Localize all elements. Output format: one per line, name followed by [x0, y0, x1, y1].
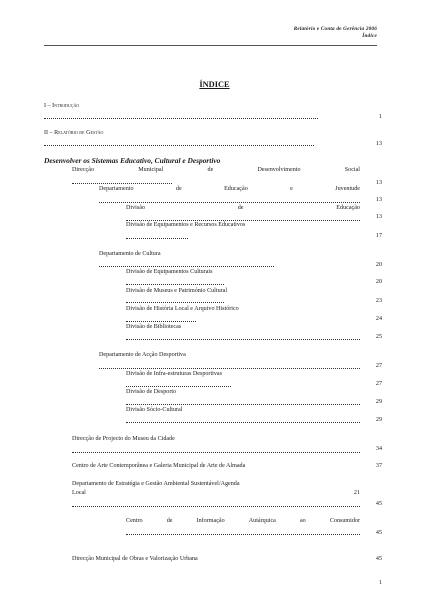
- toc-leader: [44, 118, 318, 119]
- toc-page-relatorio-gestao: 13: [375, 141, 382, 147]
- toc-leader: [126, 321, 196, 322]
- toc-entry-word: ao: [299, 518, 306, 524]
- toc-entry-dep-accao-desportiva[interactable]: Departamento de Acção Desportiva: [99, 352, 186, 358]
- toc-leader: [72, 183, 172, 184]
- toc-page-dep-accao-desportiva: 27: [375, 363, 382, 369]
- toc-page-dmds: 13: [375, 180, 382, 186]
- toc-page-cia: 45: [375, 530, 382, 536]
- toc-entry-word: Direcção: [72, 167, 94, 173]
- header-divider: [44, 45, 377, 46]
- toc-leader: [99, 266, 274, 267]
- toc-page-div-equip-culturais: 20: [375, 279, 382, 285]
- toc-entry-div-bibliotecas[interactable]: Divisão de Bibliotecas: [126, 324, 182, 330]
- toc-leader: [126, 238, 188, 239]
- toc-entry-div-socio-cultural[interactable]: Divisão Sócio-Cultural: [126, 407, 183, 413]
- toc-leader: [99, 202, 360, 203]
- toc-page-centro-arte: 37: [375, 463, 382, 469]
- toc-entry-museu-cidade[interactable]: Direcção de Projecto do Museu da Cidade: [72, 436, 175, 442]
- toc-entry-word: Educação: [224, 186, 248, 192]
- toc-leader: [126, 386, 231, 387]
- toc-page-dep-educacao: 13: [375, 197, 382, 203]
- toc-entry-word: de: [237, 205, 244, 211]
- toc-entry-word: Desenvolvimento: [257, 167, 301, 173]
- toc-entry-introducao[interactable]: I – Introdução: [44, 103, 80, 109]
- toc-entry-div-equip-educativos[interactable]: Divisão de Equipamentos e Recursos Educativos: [126, 222, 246, 228]
- toc-entry-dep-estrategia-cont: Local: [72, 490, 86, 496]
- toc-entry-dep-educacao[interactable]: [99, 186, 360, 192]
- toc-page-div-educacao: 13: [375, 214, 382, 220]
- toc-entry-word: Educação: [336, 205, 360, 211]
- toc-leader: [126, 422, 360, 423]
- toc-leader: [126, 284, 224, 285]
- toc-leader: [126, 339, 360, 340]
- toc-leader: [126, 220, 360, 221]
- toc-entry-div-equip-culturais[interactable]: Divisão de Equipamentos Culturais: [126, 269, 213, 275]
- toc-page-introducao: 1: [378, 114, 382, 120]
- toc-page-museu-cidade: 34: [375, 446, 382, 452]
- toc-page-div-socio-cultural: 29: [375, 417, 382, 423]
- toc-page-div-equip-educativos: 17: [375, 233, 382, 239]
- toc-entry-div-educacao[interactable]: [126, 205, 360, 211]
- toc-leader: [99, 368, 360, 369]
- toc-entry-word: de: [175, 186, 182, 192]
- toc-entry-word: Departamento: [99, 186, 134, 192]
- toc-entry-word: Consumidor: [329, 518, 360, 524]
- toc-entry-word: Juventude: [335, 186, 360, 192]
- toc-entry-dep-cultura[interactable]: Departamento de Cultura: [99, 251, 161, 257]
- toc-entry-div-historia-local[interactable]: Divisão de História Local e Arquivo Histórico: [126, 306, 239, 312]
- toc-page-div-historia-local: 24: [375, 316, 382, 322]
- toc-page-div-museus: 23: [375, 298, 382, 304]
- toc-entry-div-desporto[interactable]: Divisão de Desporto: [126, 389, 177, 395]
- toc-page-dmovu: 45: [375, 556, 382, 562]
- toc-entry-centro-arte[interactable]: Centro de Arte Contemporânea e Galeria Municipal de Arte de Almada: [72, 463, 246, 469]
- toc-leader: [72, 452, 360, 453]
- toc-entry-word: Centro: [126, 518, 143, 524]
- toc-leader: [126, 534, 360, 535]
- footer-page-number: 1: [378, 580, 382, 586]
- toc-entry-cia[interactable]: [126, 518, 360, 524]
- toc-entry-word: de: [166, 518, 173, 524]
- toc-leader: [126, 404, 360, 405]
- toc-entry-div-museus[interactable]: Divisão de Museus e Património Cultural: [126, 288, 228, 294]
- toc-leader: [126, 302, 224, 303]
- toc-entry-relatorio-gestao[interactable]: II – Relatório de Gestão: [44, 130, 104, 136]
- report-header-title: Relatório e Conta de Gerência 2006: [293, 26, 377, 32]
- toc-entry-dmds[interactable]: [72, 167, 360, 173]
- toc-page-div-infraestruturas: 27: [375, 381, 382, 387]
- toc-entry-dep-estrategia[interactable]: Departamento de Estratégia e Gestão Ambiental Sustentável/Agenda: [72, 481, 240, 487]
- toc-entry-word: e: [290, 186, 293, 192]
- toc-entry-word: Autárquica: [248, 518, 276, 524]
- toc-entry-word: Divisão: [126, 205, 145, 211]
- toc-leader: [44, 145, 314, 146]
- toc-page-dep-estrategia: 45: [375, 501, 382, 507]
- toc-entry-word: de: [207, 167, 214, 173]
- toc-entry-word: Municipal: [138, 167, 164, 173]
- toc-entry-word: Social: [344, 167, 360, 173]
- page-title: ÍNDICE: [199, 80, 230, 89]
- toc-page-div-desporto: 29: [375, 399, 382, 405]
- toc-entry-dmovu[interactable]: Direcção Municipal de Obras e Valorização Urbana: [72, 556, 198, 562]
- report-header-subtitle: Índice: [362, 33, 377, 39]
- toc-entry-word: Informação: [196, 518, 225, 524]
- toc-page-dep-cultura: 20: [375, 262, 382, 268]
- toc-page-div-bibliotecas: 25: [375, 334, 382, 340]
- toc-entry-div-infraestruturas[interactable]: Divisão de Infra-estruturas Desportivas: [126, 371, 222, 377]
- toc-inline-page: 21: [353, 490, 360, 496]
- toc-leader: [72, 506, 360, 507]
- section-heading: Desenvolver os Sistemas Educativo, Cultural e Desportivo: [44, 156, 221, 165]
